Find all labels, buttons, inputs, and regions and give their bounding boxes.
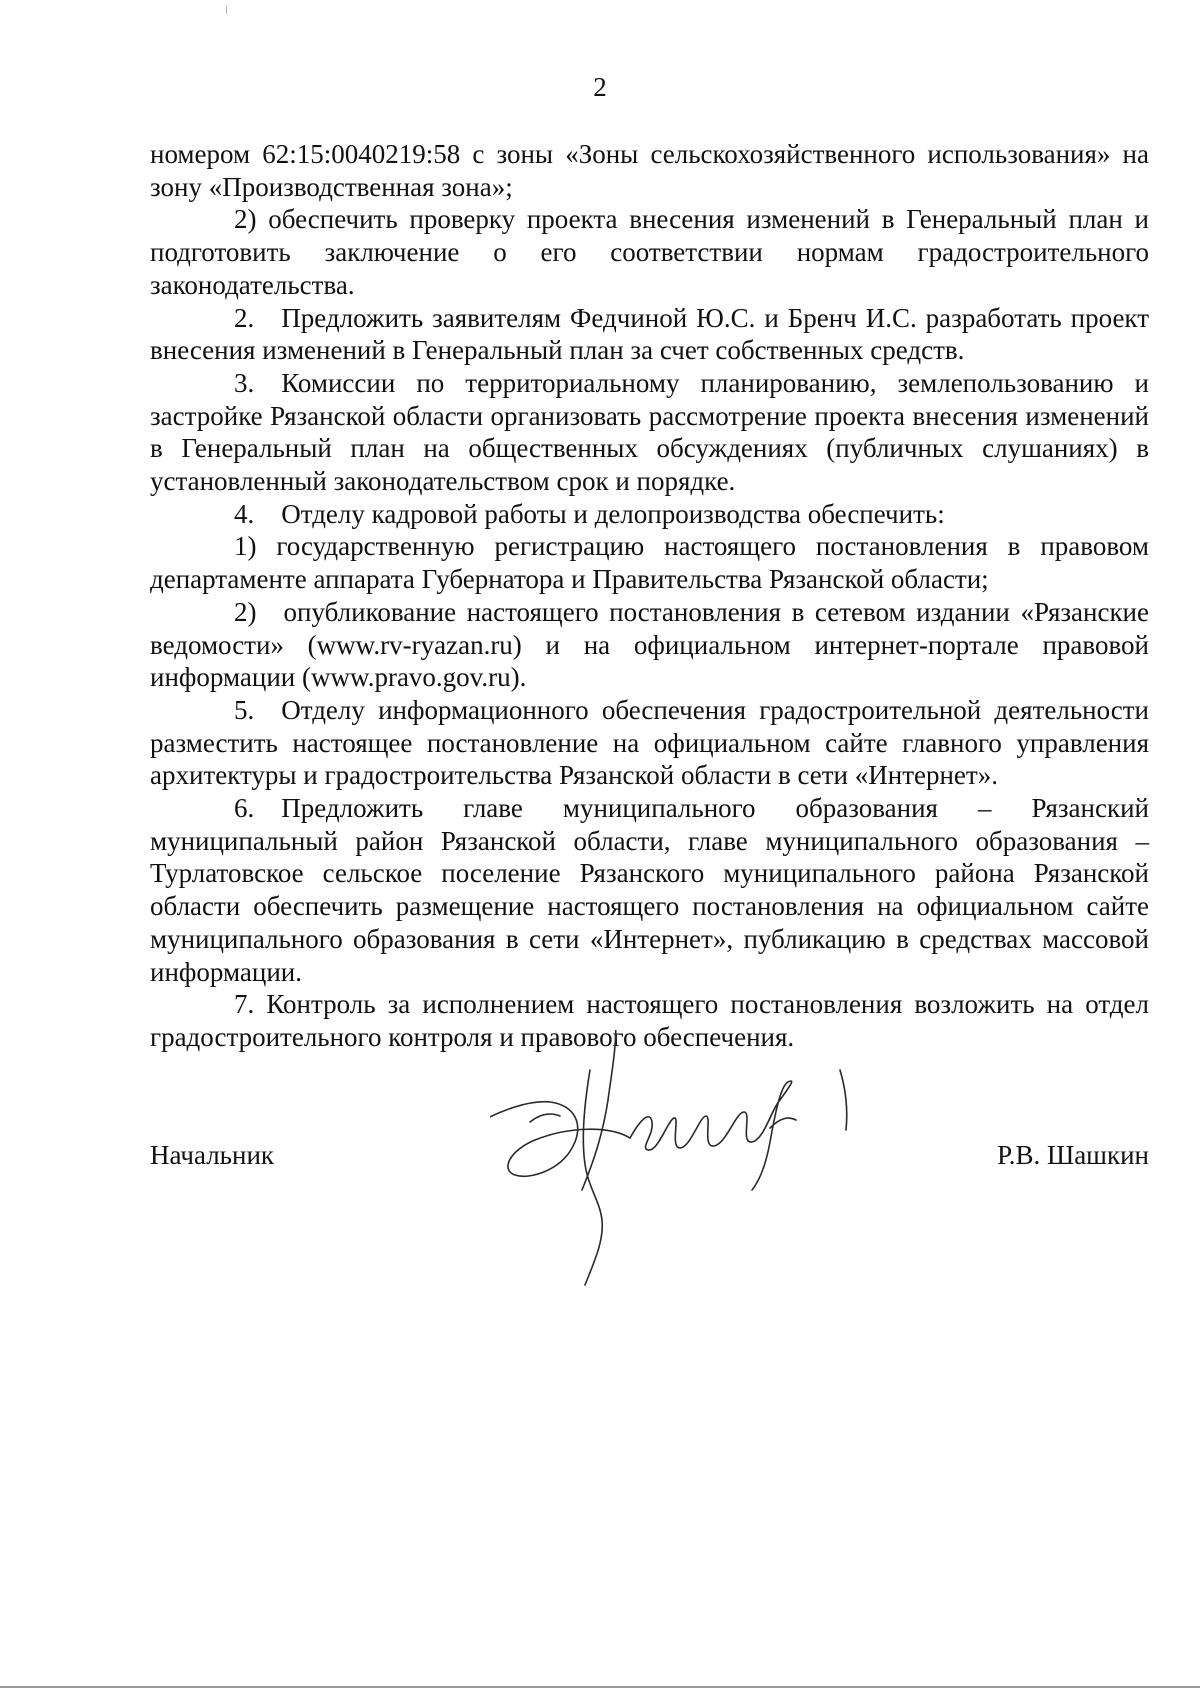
signatory-position: Начальник — [150, 1140, 275, 1170]
handwritten-signature — [490, 1030, 940, 1290]
paragraph-item-3: 3. Комиссии по территориальному планированию, землепользованию и застройке Рязанской области организовать рассмотрение проекта внесения изменений в Генеральный план на общественных обсуждениях (публичных слушаниях) в установленный законодательством срок и порядке. — [150, 367, 1149, 497]
paragraph-item-5: 5. Отделу информационного обеспечения градостроительной деятельности разместить настоящее постановление на официальном сайте главного управления архитектуры и градостроительства Рязанской области в сети «Интернет». — [150, 694, 1149, 791]
paragraph-item-4-subitem-1: 1) государственную регистрацию настоящего постановления в правовом департаменте аппарата Губернатора и Правительства Рязанской области; — [150, 531, 1149, 595]
scan-artifact-mark — [226, 6, 227, 14]
paragraph-continuation: номером 62:15:0040219:58 с зоны «Зоны сельскохозяйственного использования» на зону «Производственная зона»; — [150, 139, 1149, 202]
paragraph-item-6: 6. Предложить главе муниципального образования – Рязанский муниципальный район Рязанской области, главе муниципального образования – Турлатовское сельское поселение Рязанского муниципального района Рязанской области обеспечить размещение настоящего постановления на официальном сайте муниципального образования в сети «Интернет», публикацию в средствах массовой информации. — [150, 793, 1149, 987]
document-body — [150, 138, 1149, 1054]
paragraph-item-4-subitem-2: 2) опубликование настоящего постановления в сетевом издании «Рязанские ведомости» (www.rv-ryazan.ru) и на официальном интернет-портале правовой информации (www.pravo.gov.ru). — [150, 596, 1149, 693]
paragraph-item-2: 2. Предложить заявителям Федчиной Ю.С. и Бренч И.С. разработать проект внесения изменений в Генеральный план за счет собственных средств. — [150, 302, 1149, 366]
paragraph-item-4: 4. Отделу кадровой работы и делопроизводства обеспечить: — [234, 498, 945, 529]
paragraph-item-7: 7. Контроль за исполнением настоящего постановления возложить на отдел градостроительного контроля и правового обеспечения. — [150, 989, 1149, 1052]
page-number: 2 — [593, 72, 607, 102]
scan-border-line — [0, 1686, 1200, 1688]
signatory-name: Р.В. Шашкин — [997, 1140, 1149, 1170]
paragraph-subitem-2: 2) обеспечить проверку проекта внесения изменений в Генеральный план и подготовить заключение о его соответствии нормам градостроительного законодательства. — [150, 204, 1149, 300]
